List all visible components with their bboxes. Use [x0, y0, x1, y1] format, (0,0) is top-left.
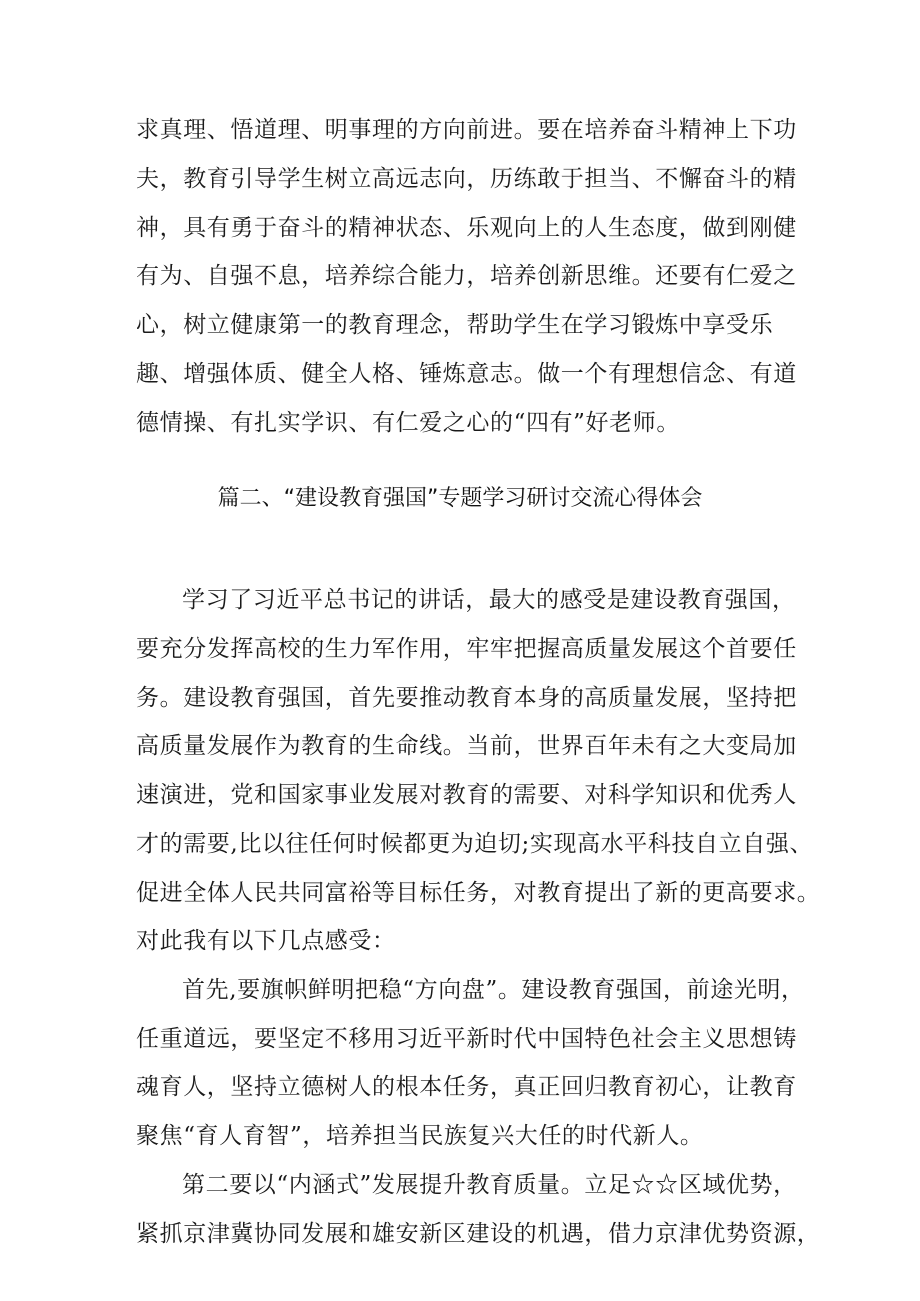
text-line: 高质量发展作为教育的生命线。当前，世界百年未有之大变局加 [136, 733, 797, 759]
text-line: 紧抓京津冀协同发展和雄安新区建设的机遇，借力京津优势资源， [136, 1221, 821, 1247]
text-line: 有为、自强不息，培养综合能力，培养创新思维。还要有仁爱之 [136, 263, 797, 289]
text-line: 要充分发挥高校的生力军作用，牢牢把握高质量发展这个首要任 [136, 636, 797, 662]
section-heading: 篇二、“建设教育强国”专题学习研讨交流心得体会 [217, 486, 703, 511]
text-line: 第二要以“内涵式”发展提升教育质量。立足☆☆区域优势， [182, 1172, 797, 1198]
text-line: 务。建设教育强国，首先要推动教育本身的高质量发展，坚持把 [136, 685, 797, 711]
text-line: 速演进，党和国家事业发展对教育的需要、对科学知识和优秀人 [136, 782, 797, 808]
text-line: 首先,要旗帜鲜明把稳“方向盘”。建设教育强国，前途光明， [182, 977, 805, 1003]
text-line: 促进全体人民共同富裕等目标任务，对教育提出了新的更高要求。 [136, 880, 821, 906]
text-line: 聚焦“育人育智”，培养担当民族复兴大任的时代新人。 [136, 1123, 704, 1149]
text-line: 魂育人，坚持立德树人的根本任务，真正回归教育初心，让教育 [136, 1074, 797, 1100]
text-line: 才的需要,比以往任何时候都更为迫切;实现高水平科技自立自强、 [136, 831, 814, 857]
text-line: 学习了习近平总书记的讲话，最大的感受是建设教育强国， [182, 587, 796, 613]
text-line: 求真理、悟道理、明事理的方向前进。要在培养奋斗精神上下功 [136, 117, 797, 143]
text-line: 夫，教育引导学生树立高远志向，历练敢于担当、不懈奋斗的精 [136, 166, 797, 192]
text-line: 德情操、有扎实学识、有仁爱之心的“四有”好老师。 [136, 410, 680, 436]
text-line: 心，树立健康第一的教育理念，帮助学生在学习锻炼中享受乐 [136, 312, 774, 338]
text-line: 对此我有以下几点感受： [136, 928, 396, 954]
text-line: 神，具有勇于奋斗的精神状态、乐观向上的人生态度，做到刚健 [136, 215, 797, 241]
text-line: 任重道远，要坚定不移用习近平新时代中国特色社会主义思想铸 [136, 1026, 797, 1052]
text-line: 趣、增强体质、健全人格、锤炼意志。做一个有理想信念、有道 [136, 361, 797, 387]
